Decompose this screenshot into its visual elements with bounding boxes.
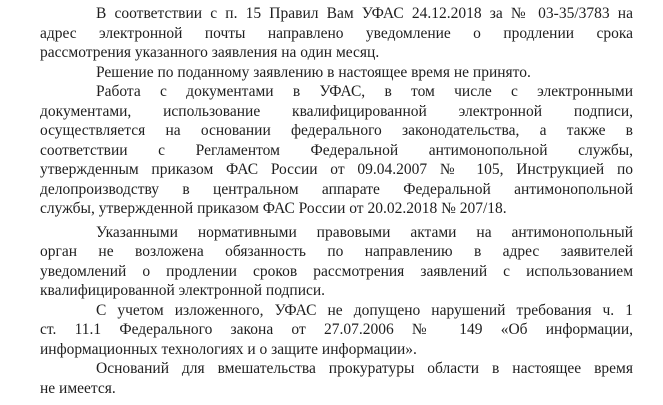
paragraph-5 bbox=[40, 301, 633, 360]
text-line: Указанными нормативными правовыми актами на антимонопольный bbox=[96, 223, 633, 241]
text-line: утвержденным приказом ФАС России от 09.04.2007 № 105, Инструкцией по bbox=[40, 161, 633, 178]
text-line: делопроизводству в центральном аппарате Федеральной антимонопольной bbox=[40, 180, 633, 198]
text-line: С учетом изложенного, УФАС не допущено нарушений требования ч. 1 bbox=[96, 301, 633, 319]
text-line: орган не возложена обязанность по направлению в адрес заявителей bbox=[40, 243, 633, 260]
text-line: В соответствии с п. 15 Правил Вам УФАС 24.12.2018 за № 03-35/3783 на bbox=[96, 5, 633, 22]
text-line: службы, утвержденной приказом ФАС России от 20.02.2018 № 207/18. bbox=[40, 200, 507, 217]
paragraph-4 bbox=[40, 223, 633, 301]
text-line: не имеется. bbox=[40, 379, 116, 397]
text-line: осуществляется на основании федерального законодательства, а также в bbox=[40, 122, 633, 139]
text-line: ст. 11.1 Федерального закона от 27.07.2006 № 149 «Об информации, bbox=[40, 321, 633, 338]
text-line: информационных технологиях и о защите информации». bbox=[40, 340, 417, 358]
text-line: соответствии с Регламентом Федеральной антимонопольной службы, bbox=[40, 141, 633, 159]
text-line: Оснований для вмешательства прокуратуры области в настоящее время bbox=[96, 360, 633, 377]
paragraph-2 bbox=[40, 63, 633, 83]
text-line: Решение по поданному заявлению в настоящее время не принято. bbox=[96, 63, 531, 81]
paragraph-6 bbox=[40, 359, 633, 398]
text-line: документами, использование квалифицированной электронной подписи, bbox=[40, 102, 633, 120]
paragraph-3 bbox=[40, 82, 633, 219]
text-line: рассмотрения указанного заявления на один месяц. bbox=[40, 44, 380, 61]
text-line: адрес электронной почты направлено уведомление о продлении срока bbox=[40, 24, 633, 42]
text-line: квалифицированной электронной подписи. bbox=[40, 282, 326, 299]
text-line: Работа с документами в УФАС, в том числе с электронными bbox=[96, 83, 633, 100]
text-line: уведомлений о продлении сроков рассмотрения заявлений с использованием bbox=[40, 262, 633, 280]
paragraph-1 bbox=[40, 4, 633, 63]
